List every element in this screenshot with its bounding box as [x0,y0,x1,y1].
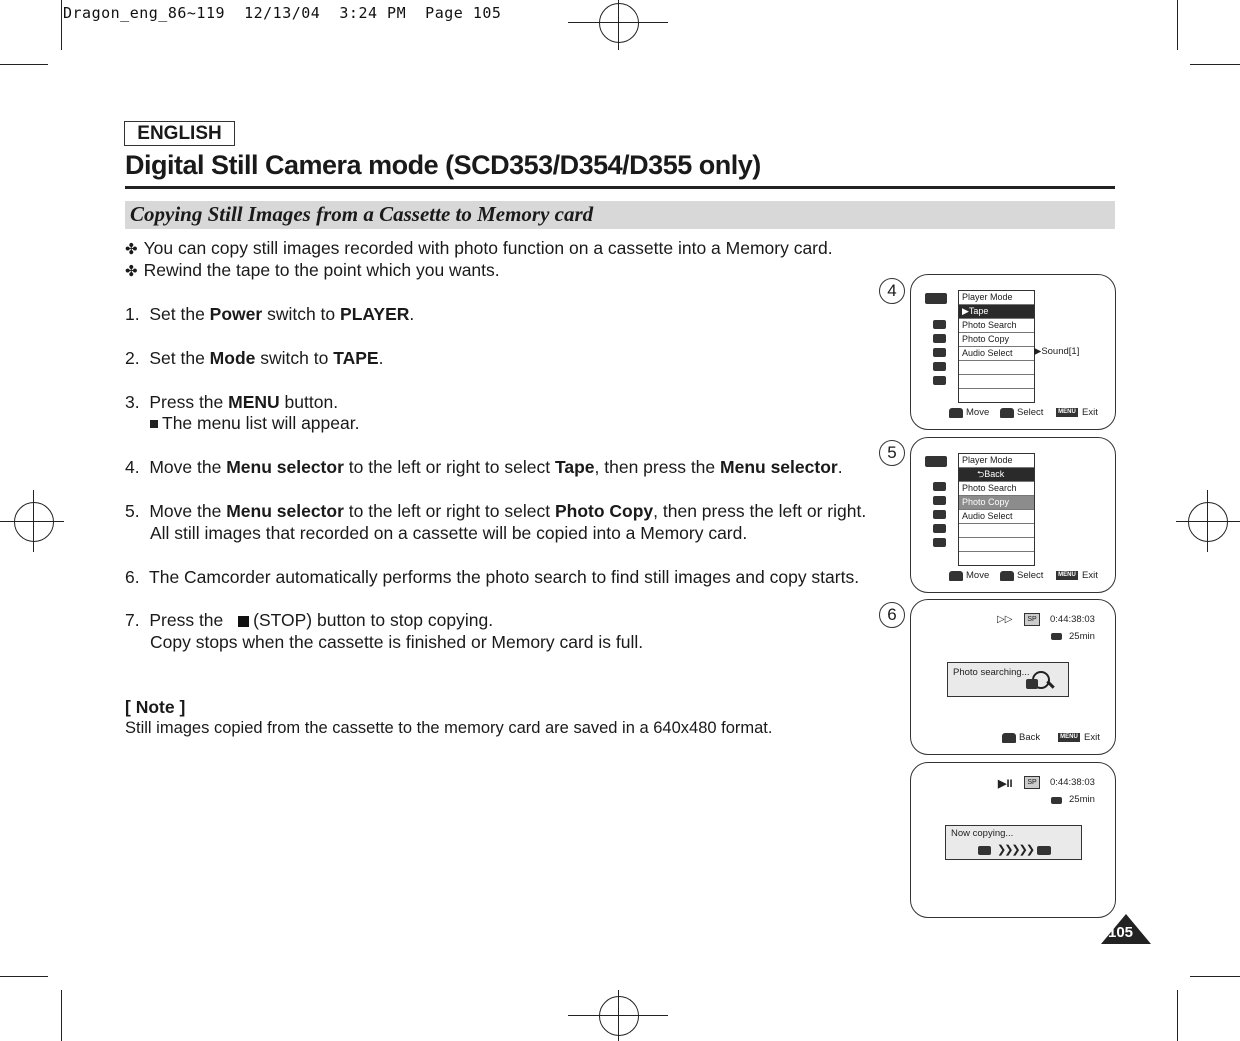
select-key-icon [1000,571,1014,581]
copy-dialog [945,825,1082,860]
registration-mark [618,990,619,1041]
fast-forward-icon: ▷▷ [997,614,1013,625]
menu-item-photo-copy: Photo Copy [959,333,1034,347]
player-mode-icon [925,456,947,467]
memory-card-icon [933,348,946,357]
panel-number: 5 [879,440,905,466]
crop-mark [61,990,62,1041]
tape-icon [933,320,946,329]
menu-item-player-mode: Player Mode [959,291,1034,305]
bullet-item: ✤ Rewind the tape to the point which you wants. [125,260,500,280]
remaining-time: 25min [1069,794,1095,805]
section-subtitle: Copying Still Images from a Cassette to Memory card [130,202,594,226]
select-label: Select [1017,570,1044,581]
memory-card-icon [1037,846,1051,855]
lcd-panel-5 [910,437,1116,593]
tape-icon [978,846,991,855]
step-4: 4. Move the Menu selector to the left or right to select Tape, then press the Menu selector. [125,457,843,477]
panel-number: 4 [879,278,905,304]
square-bullet-icon [150,420,158,428]
exit-label: Exit [1082,407,1098,418]
tape-icon [933,482,946,491]
back-key-icon [1002,733,1016,743]
menu-key-icon: MENU [1056,408,1078,417]
camera-icon [933,334,946,343]
note-text: Still images copied from the cassette to the memory card are saved in a 640x480 format. [125,719,773,737]
back-icon: ⮌ [977,469,985,479]
player-mode-icon [925,293,947,304]
step-7-line2: Copy stops when the cassette is finished or Memory card is full. [150,632,644,652]
crop-mark [1177,0,1178,50]
crop-mark [1190,64,1240,65]
dialog-text: Photo searching... [953,667,1030,678]
print-slug: Dragon_eng_86~119 12/13/04 3:24 PM Page 105 [63,4,502,22]
select-key-icon [1000,408,1014,418]
side-value: ▶Sound[1] [1034,346,1080,357]
menu-item-tape: ▶Tape [959,305,1034,319]
step-2: 2. Set the Mode switch to TAPE. [125,348,384,368]
menu-list [958,290,1035,403]
menu-list [958,453,1035,566]
move-label: Move [966,407,990,418]
menu-key-icon: MENU [1056,571,1078,580]
registration-mark [1188,502,1228,542]
display-icon [933,362,946,371]
crop-mark [61,0,62,50]
search-dialog [947,662,1069,697]
bullet-item: ✤ You can copy still images recorded with photo function on a cassette into a Memory card. [125,238,833,258]
step-7: 7. Press the (STOP) button to stop copying. [125,610,494,630]
triangle-icon: ▶ [962,306,969,316]
crop-mark [1177,990,1178,1041]
registration-mark [14,502,54,542]
registration-mark [599,3,639,43]
title-rule [125,186,1115,189]
timecode: 0:44:38:03 [1050,777,1095,788]
menu-item-back: ⮌Back [959,468,1034,482]
exit-label: Exit [1082,570,1098,581]
tape-remaining-icon [1051,633,1062,640]
lcd-panel-4 [910,274,1116,430]
language-tab: ENGLISH [124,121,235,146]
menu-item-photo-search: Photo Search [959,482,1034,496]
menu-item-audio-select: Audio Select [959,347,1034,361]
play-pause-icon: ▶II [998,778,1013,790]
menu-key-icon: MENU [1058,733,1080,742]
move-label: Move [966,570,990,581]
menu-item-photo-copy: Photo Copy [959,496,1034,510]
registration-mark [33,490,34,552]
tape-remaining-icon [1051,797,1062,804]
crop-mark [0,976,48,977]
registration-mark [1207,490,1208,552]
step-5-line2: All still images that recorded on a cassette will be copied into a Memory card. [150,523,748,543]
panel-number: 6 [879,602,905,628]
menu-item-player-mode: Player Mode [959,454,1034,468]
select-label: Select [1017,407,1044,418]
camera-icon [933,496,946,505]
timecode: 0:44:38:03 [1050,614,1095,625]
lcd-panel-6 [910,599,1116,755]
lcd-panel-copying [910,762,1116,918]
step-6: 6. The Camcorder automatically performs the photo search to find still images and copy starts. [125,567,860,587]
settings-icon [933,376,946,385]
step-3: 3. Press the MENU button. [125,392,339,412]
step-5: 5. Move the Menu selector to the left or right to select Photo Copy, then press the left or right. [125,501,867,521]
registration-mark [0,521,64,522]
move-key-icon [949,408,963,418]
page-number: 105 [1108,924,1134,941]
triangle-icon: ▶ [1034,346,1042,357]
sp-badge: SP [1024,613,1040,626]
remaining-time: 25min [1069,631,1095,642]
memory-card-icon [933,510,946,519]
registration-mark [618,0,619,50]
step-1: 1. Set the Power switch to PLAYER. [125,304,415,324]
card-icon [1026,679,1038,689]
settings-icon [933,538,946,547]
crop-mark [0,64,48,65]
sp-badge: SP [1024,776,1040,789]
crop-mark [1190,976,1240,977]
stop-icon [238,616,249,627]
bullet-icon: ✤ [125,263,138,280]
menu-item-audio-select: Audio Select [959,510,1034,524]
registration-mark [599,996,639,1036]
registration-mark [1176,521,1240,522]
progress-arrows-icon: ❯❯❯❯❯ [997,844,1034,856]
step-3-sub: The menu list will appear. [150,413,359,434]
display-icon [933,524,946,533]
bullet-icon: ✤ [125,241,138,258]
menu-item-photo-search: Photo Search [959,319,1034,333]
dialog-text: Now copying... [951,828,1014,839]
exit-label: Exit [1084,732,1100,743]
page-title: Digital Still Camera mode (SCD353/D354/D355 only) [125,150,761,180]
move-key-icon [949,571,963,581]
note-heading: [ Note ] [125,697,186,717]
back-label: Back [1019,732,1041,743]
